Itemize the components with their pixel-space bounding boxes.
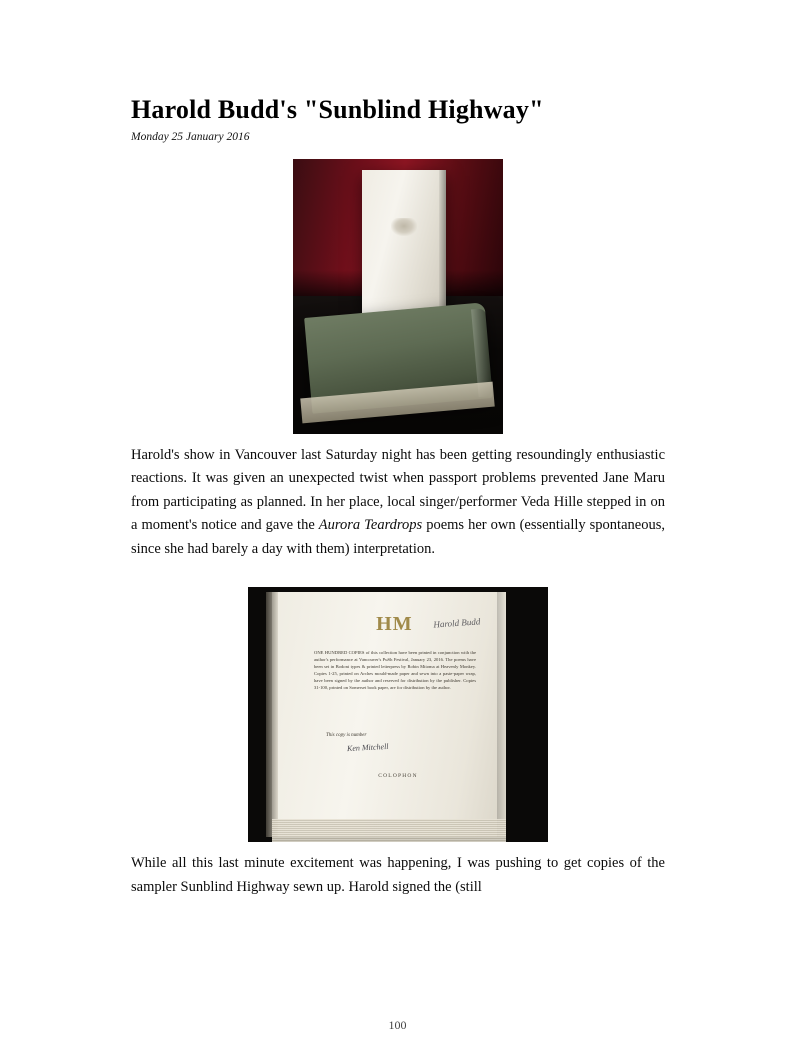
photo-white-book-green-book bbox=[293, 159, 503, 434]
post-date: Monday 25 January 2016 bbox=[131, 130, 250, 143]
paragraph-one-text-a: Harold's show in Vancouver last Saturday night has been getting resoundingly enthusiastic reactions. It was given an unexpected twist when passport problems prevented Jane Maru from participating as planned. In her place, local singer/performer Veda Hille stepped in on a moment's notice and gave the bbox=[131, 446, 665, 534]
paragraph-one bbox=[131, 444, 665, 561]
paragraph-two: While all this last minute excitement was happening, I was pushing to get copies of the sampler Sunblind Highway sewn up. Harold signed the (still bbox=[131, 855, 665, 895]
photo-colophon bbox=[248, 587, 548, 842]
white-wrapped-book bbox=[362, 170, 446, 313]
book-title-aurora-teardrops: Aurora Teardrops bbox=[318, 517, 423, 534]
colophon-paragraph: ONE HUNDRED COPIES of this collection have been printed in conjunction with the author's performance at Vancouver's PuSh Festival, January 23, 2016. The poems have been set in Bodoni types & printed letterpress by Robin Mitoma at Heavenly Monkey. Copies 1-25, printed on Arches mould-made paper and sewn into a paste-paper wrap, have been signed by the author and reserved for distribution by the publisher. Copies 31-100, printed on Somerset book paper, are for distribution by the author. bbox=[314, 649, 476, 691]
page-edge-shadow bbox=[497, 592, 506, 837]
figure-colophon-page bbox=[131, 587, 665, 842]
author-signature-top: Harold Budd bbox=[433, 616, 481, 630]
page-title: Harold Budd's "Sunblind Highway" bbox=[131, 95, 544, 124]
figure-book-and-slipcase bbox=[131, 159, 665, 434]
book-gutter bbox=[266, 592, 278, 837]
hm-monogram: HM bbox=[376, 612, 413, 635]
author-signature-middle: Ken Mitchell bbox=[346, 741, 389, 753]
colophon-caption: COLOPHON bbox=[378, 773, 418, 780]
page-number: 100 bbox=[388, 1018, 407, 1032]
page-stack-edge bbox=[272, 819, 506, 842]
this-copy-label: This copy is number bbox=[326, 732, 367, 738]
paragraph-one-text-b: poems her own (essentially spontaneous, since she had barely a day with them) interpretation. bbox=[131, 517, 665, 557]
embossed-mark bbox=[391, 218, 417, 236]
article-content bbox=[131, 95, 665, 899]
